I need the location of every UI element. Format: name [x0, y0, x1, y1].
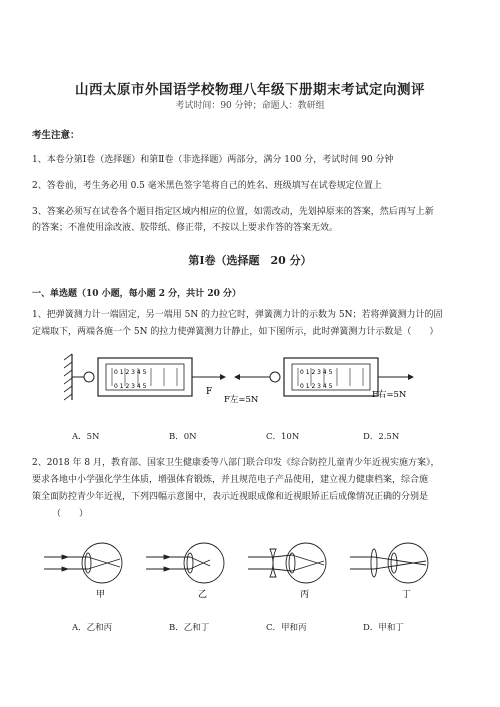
force-label-right: F右=5N — [372, 390, 407, 400]
page-title: 山西太原市外国语学校物理八年级下册期末考试定向测评 — [75, 82, 425, 98]
eye-diagram-bing — [248, 543, 326, 583]
q1-option-b[interactable]: B．0N — [169, 432, 197, 442]
fig-label-yi: 乙 — [198, 590, 208, 600]
section-title: 第Ⅰ卷（选择题 20 分） — [188, 254, 312, 267]
q2-text-line2: 要求各地中小学强化学生体质，增强体育锻炼，并且规范电子产品使用，建立视力健康档案，综合施 — [32, 475, 429, 485]
page-subtitle: 考试时间：90 分钟；命题人：教研组 — [175, 101, 325, 111]
q1-spring-scale-figure — [60, 350, 460, 412]
q1-option-d[interactable]: D．2.5N — [363, 432, 400, 442]
scale-numbers-bottom: 0 1 2 3 4 5 — [114, 383, 147, 390]
q1-option-c[interactable]: C．10N — [266, 432, 300, 442]
free-spring-scale — [224, 358, 414, 405]
notice-item-3: 3、答案必须写在试卷各个题目指定区域内相应的位置，如需改动，先划掉原来的答案，然后再写上新 — [32, 207, 434, 217]
fig-label-jia: 甲 — [96, 590, 106, 600]
notice-item-1: 1、本卷分第Ⅰ卷（选择题）和第Ⅱ卷（非选择题）两部分，满分 100 分，考试时间 90 分钟 — [32, 155, 394, 165]
q2-text-line4: （ ） — [52, 509, 89, 519]
notice-item-3-cont: 的答案；不准使用涂改液、胶带纸、修正带，不按以上要求作答的答案无效。 — [32, 223, 339, 233]
scale-numbers-top-2: 0 1 2 3 4 5 — [300, 369, 333, 376]
fixed-spring-scale — [64, 354, 226, 400]
q2-text-line3: 策全面防控青少年近视，下列四幅示意图中，表示近视眼成像和近视眼矫正后成像情况正确的分别是 — [32, 492, 429, 502]
notice-heading: 考生注意： — [32, 130, 80, 141]
q2-text-line1: 2、2018 年 8 月，教育部、国家卫生健康委等八部门联合印发《综合防控儿童青少年近视实施方案》， — [32, 458, 440, 468]
q2-option-a[interactable]: A．乙和丙 — [72, 623, 113, 633]
eye-diagram-yi — [146, 543, 224, 583]
part-title: 一、单选题（10 小题，每小题 2 分，共计 20 分） — [32, 289, 241, 299]
fig-label-bing: 丙 — [300, 590, 310, 600]
scale-numbers-top: 0 1 2 3 4 5 — [114, 369, 147, 376]
fig-label-ding: 丁 — [402, 590, 412, 600]
q1-option-a[interactable]: A．5N — [72, 432, 100, 442]
q1-text-line1: 1、把弹簧测力计一端固定，另一端用 5N 的力拉它时，弹簧测力计的示数为 5N；若将弹簧测力计的固 — [32, 310, 443, 320]
force-label-f: F — [206, 387, 213, 397]
notice-item-2: 2、答卷前，考生务必用 0.5 毫米黑色签字笔将自己的姓名、班级填写在试卷规定位置上 — [32, 181, 382, 191]
q2-eye-diagrams — [40, 535, 460, 601]
q2-option-c[interactable]: C．甲和丙 — [266, 623, 307, 633]
q2-option-d[interactable]: D．甲和丁 — [363, 623, 404, 633]
eye-diagram-jia — [44, 543, 122, 583]
force-label-left: F左=5N — [224, 395, 259, 405]
q1-text-line2: 定端取下，两端各施一个 5N 的拉力使弹簧测力计静止，如下图所示，此时弹簧测力计示数是（ ） — [32, 327, 439, 337]
scale-numbers-bottom-2: 0 1 2 3 4 5 — [300, 383, 333, 390]
q2-option-b[interactable]: B．乙和丁 — [169, 623, 210, 633]
eye-diagram-ding — [350, 543, 428, 583]
